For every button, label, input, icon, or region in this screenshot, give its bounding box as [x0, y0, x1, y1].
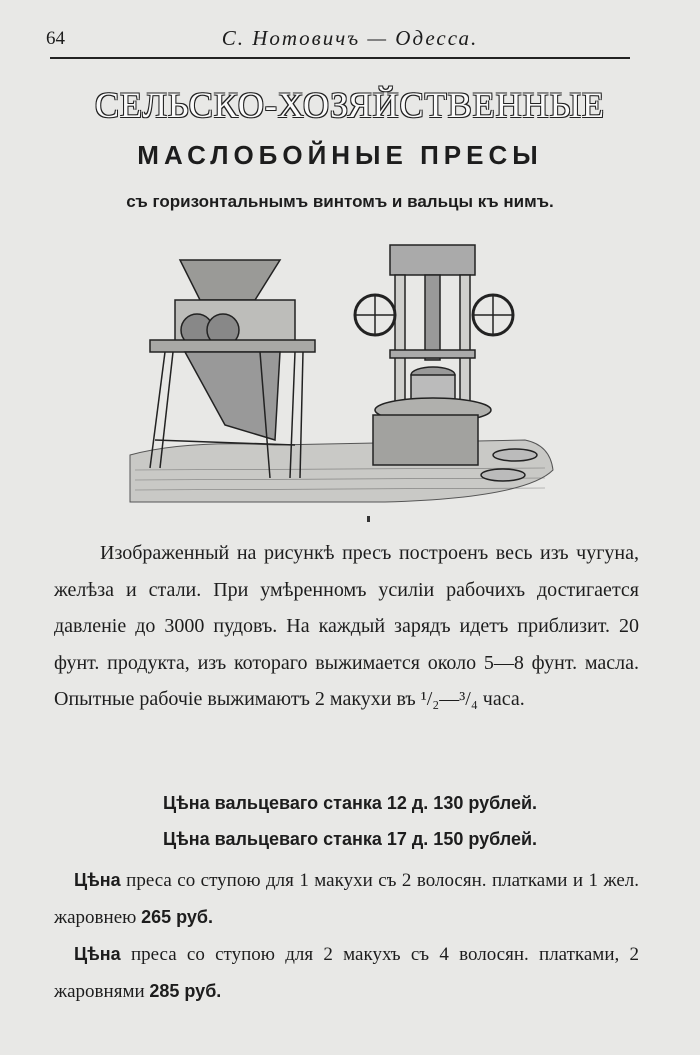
price-label: Цѣна	[74, 944, 121, 964]
ink-speck	[367, 516, 370, 522]
description-block	[54, 535, 639, 718]
subheadline: МАСЛОБОЙНЫЕ ПРЕСЫ	[137, 140, 543, 170]
description-text: Изображенный на рисункѣ пресъ построенъ весь изъ чугуна, желѣза и стали. При умѣренномъ усилiи рабочихъ достигается давленiе до 3000 пудовъ. На каждый зарядъ идетъ приблизит. 20 фунт. продукта, изъ котораго выжимается около 5—8 фунт. масла. Опытные рабочiе выжимаютъ 2 макухи въ ¹/₂—³/₄ часа.	[54, 542, 639, 710]
price-label: Цѣна	[74, 870, 121, 890]
press-price-value: 265 руб.	[141, 907, 213, 927]
page-number: 64	[46, 28, 65, 49]
press-and-mill-illustration	[125, 240, 555, 505]
header-rule	[50, 57, 630, 59]
press-price-2	[54, 936, 639, 1010]
press-price-text: преса со ступою для 1 макухи съ 2 волосян. платками и 1 жел. жаровнею	[54, 870, 639, 928]
press-price-value: 285 руб.	[149, 981, 222, 1001]
press-price-1	[54, 862, 639, 936]
headline: СЕЛЬСКО-ХОЗЯЙСТВЕННЫЕ	[94, 85, 606, 125]
roller-price-17: Цѣна вальцеваго станка 17 д. 150 рублей.	[162, 829, 538, 849]
press-price-text: преса со ступою для 2 макухъ съ 4 волосян. платками, 2 жаровнями	[54, 944, 640, 1002]
running-header: С. Нотовичъ — Одесса.	[221, 26, 479, 50]
roller-price-12: Цѣна вальцеваго станка 12 д. 130 рублей.	[162, 793, 538, 813]
tagline: съ горизонтальнымъ винтомъ и вальцы къ нимъ.	[126, 192, 554, 211]
